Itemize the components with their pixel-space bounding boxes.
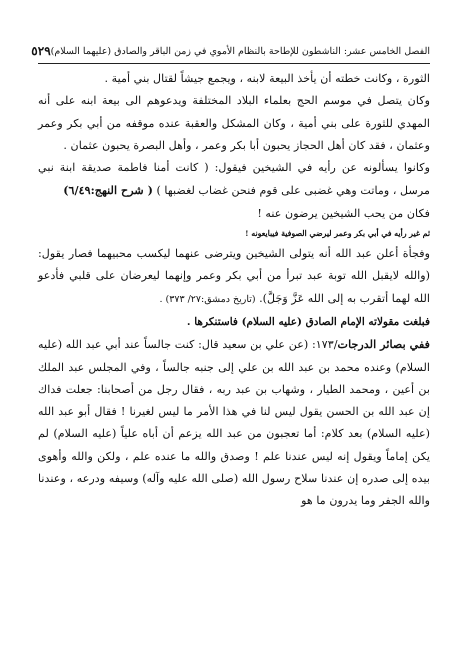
source-label: ففي بصائر الدرجات — [337, 337, 431, 352]
page-header — [31, 40, 430, 62]
paragraph-6-text: /١٧٣: (عن علي بن سعيد قال: كنت جالساً عند أبي عبد الله (عليه السلام) وعنده محمد بن عبد الله بن علي إلى جنبه جالساً ، وفي المجلس عبد الملك بن أعين ، ومحمد الطيار ، وشهاب بن عبد ربه ، فقال رجل من أصحابنا: جعلت فداك إن عبد الله بن الحسن يقول ليس لنا في هذا الأمر ما ليس لغيرنا ! فقال أبو عبد الله (عليه السلام) بعد كلام: أما تعجبون من عبد الله يزعم أن أباه علياً (عليه السلام) لم يكن إماماً ويقول إنه ليس عندنا علم ! وصدق والله ما عنده علم ، ولكن والله وأهوى بيده إلى صدره إن عندنا سلاح رسول الله (صلى الله عليه وآله) وسيفه ودرعه ، وعندنا والله الجفر وما يدرون ما هو — [38, 338, 430, 508]
paragraph-6 — [38, 333, 430, 512]
paragraph-5 — [38, 243, 430, 311]
paragraph-3-text: وكانوا يسألونه عن رأيه في الشيخين فيقول: ( كانت أمنا فاطمة صديقة ابنة نبي مرسل ، وماتت وهي غضبى على قوم فنحن غضاب لغضبها ) — [38, 161, 430, 198]
section-heading: ثم غير رأيه في أبي بكر وعمر ليرضي الصوفية فيبايعونه ! — [245, 229, 430, 239]
paragraph-1: الثورة ، وكانت خطته أن يأخذ البيعة لابنه ، ويجمع جيشاً لقتال بني أمية . — [104, 72, 430, 85]
chapter-title: الفصل الخامس عشر: الناشطون للإطاحة بالنظام الأموي في زمن الباقر والصادق (عليهما السلام) — [50, 45, 430, 57]
paragraph-4: فكان من يحب الشيخين يرضون عنه ! — [257, 206, 430, 220]
page-body — [38, 68, 430, 513]
page-number: ٥٢٩ — [31, 44, 51, 58]
paragraph-2: وكان يتصل في موسم الحج بعلماء البلاد المختلفة ويدعوهم الى بيعة ابنه على أنه المهدي للثورة على بني أمية ، وكان المشكل والعقبة عنده موقفه من أبي بكر وعمر وعثمان ، فقد كان أهل الحجاز يحبون أبا بكر وعمر ، وأهل البصرة يحبون عثمان . — [38, 94, 430, 152]
section-subheading: فبلغت مقولاته الإمام الصادق (عليه السلام) فاستنكرها . — [186, 315, 430, 328]
citation-tarikh-dimashq: (تاريخ دمشق:٢٧/ ٣٧٣) . — [159, 293, 256, 305]
header-divider — [38, 63, 430, 64]
paragraph-5-text: وفجأة أعلن عبد الله أنه يتولى الشيخين ويترضى عنهما ليكسب محبيهما فصار يقول: (والله لايقبل الله توبة عبد تبرأ من أبي بكر وعمر وإنهما ليعرضان على قلبي فأدعو الله لهما أتقرب به إلى الله عَزَّ وَجَلَّ). — [38, 247, 430, 305]
paragraph-3 — [38, 157, 430, 203]
citation-sharh-alnahj: ( شرح النهج:٦/٤٩) — [63, 183, 153, 198]
